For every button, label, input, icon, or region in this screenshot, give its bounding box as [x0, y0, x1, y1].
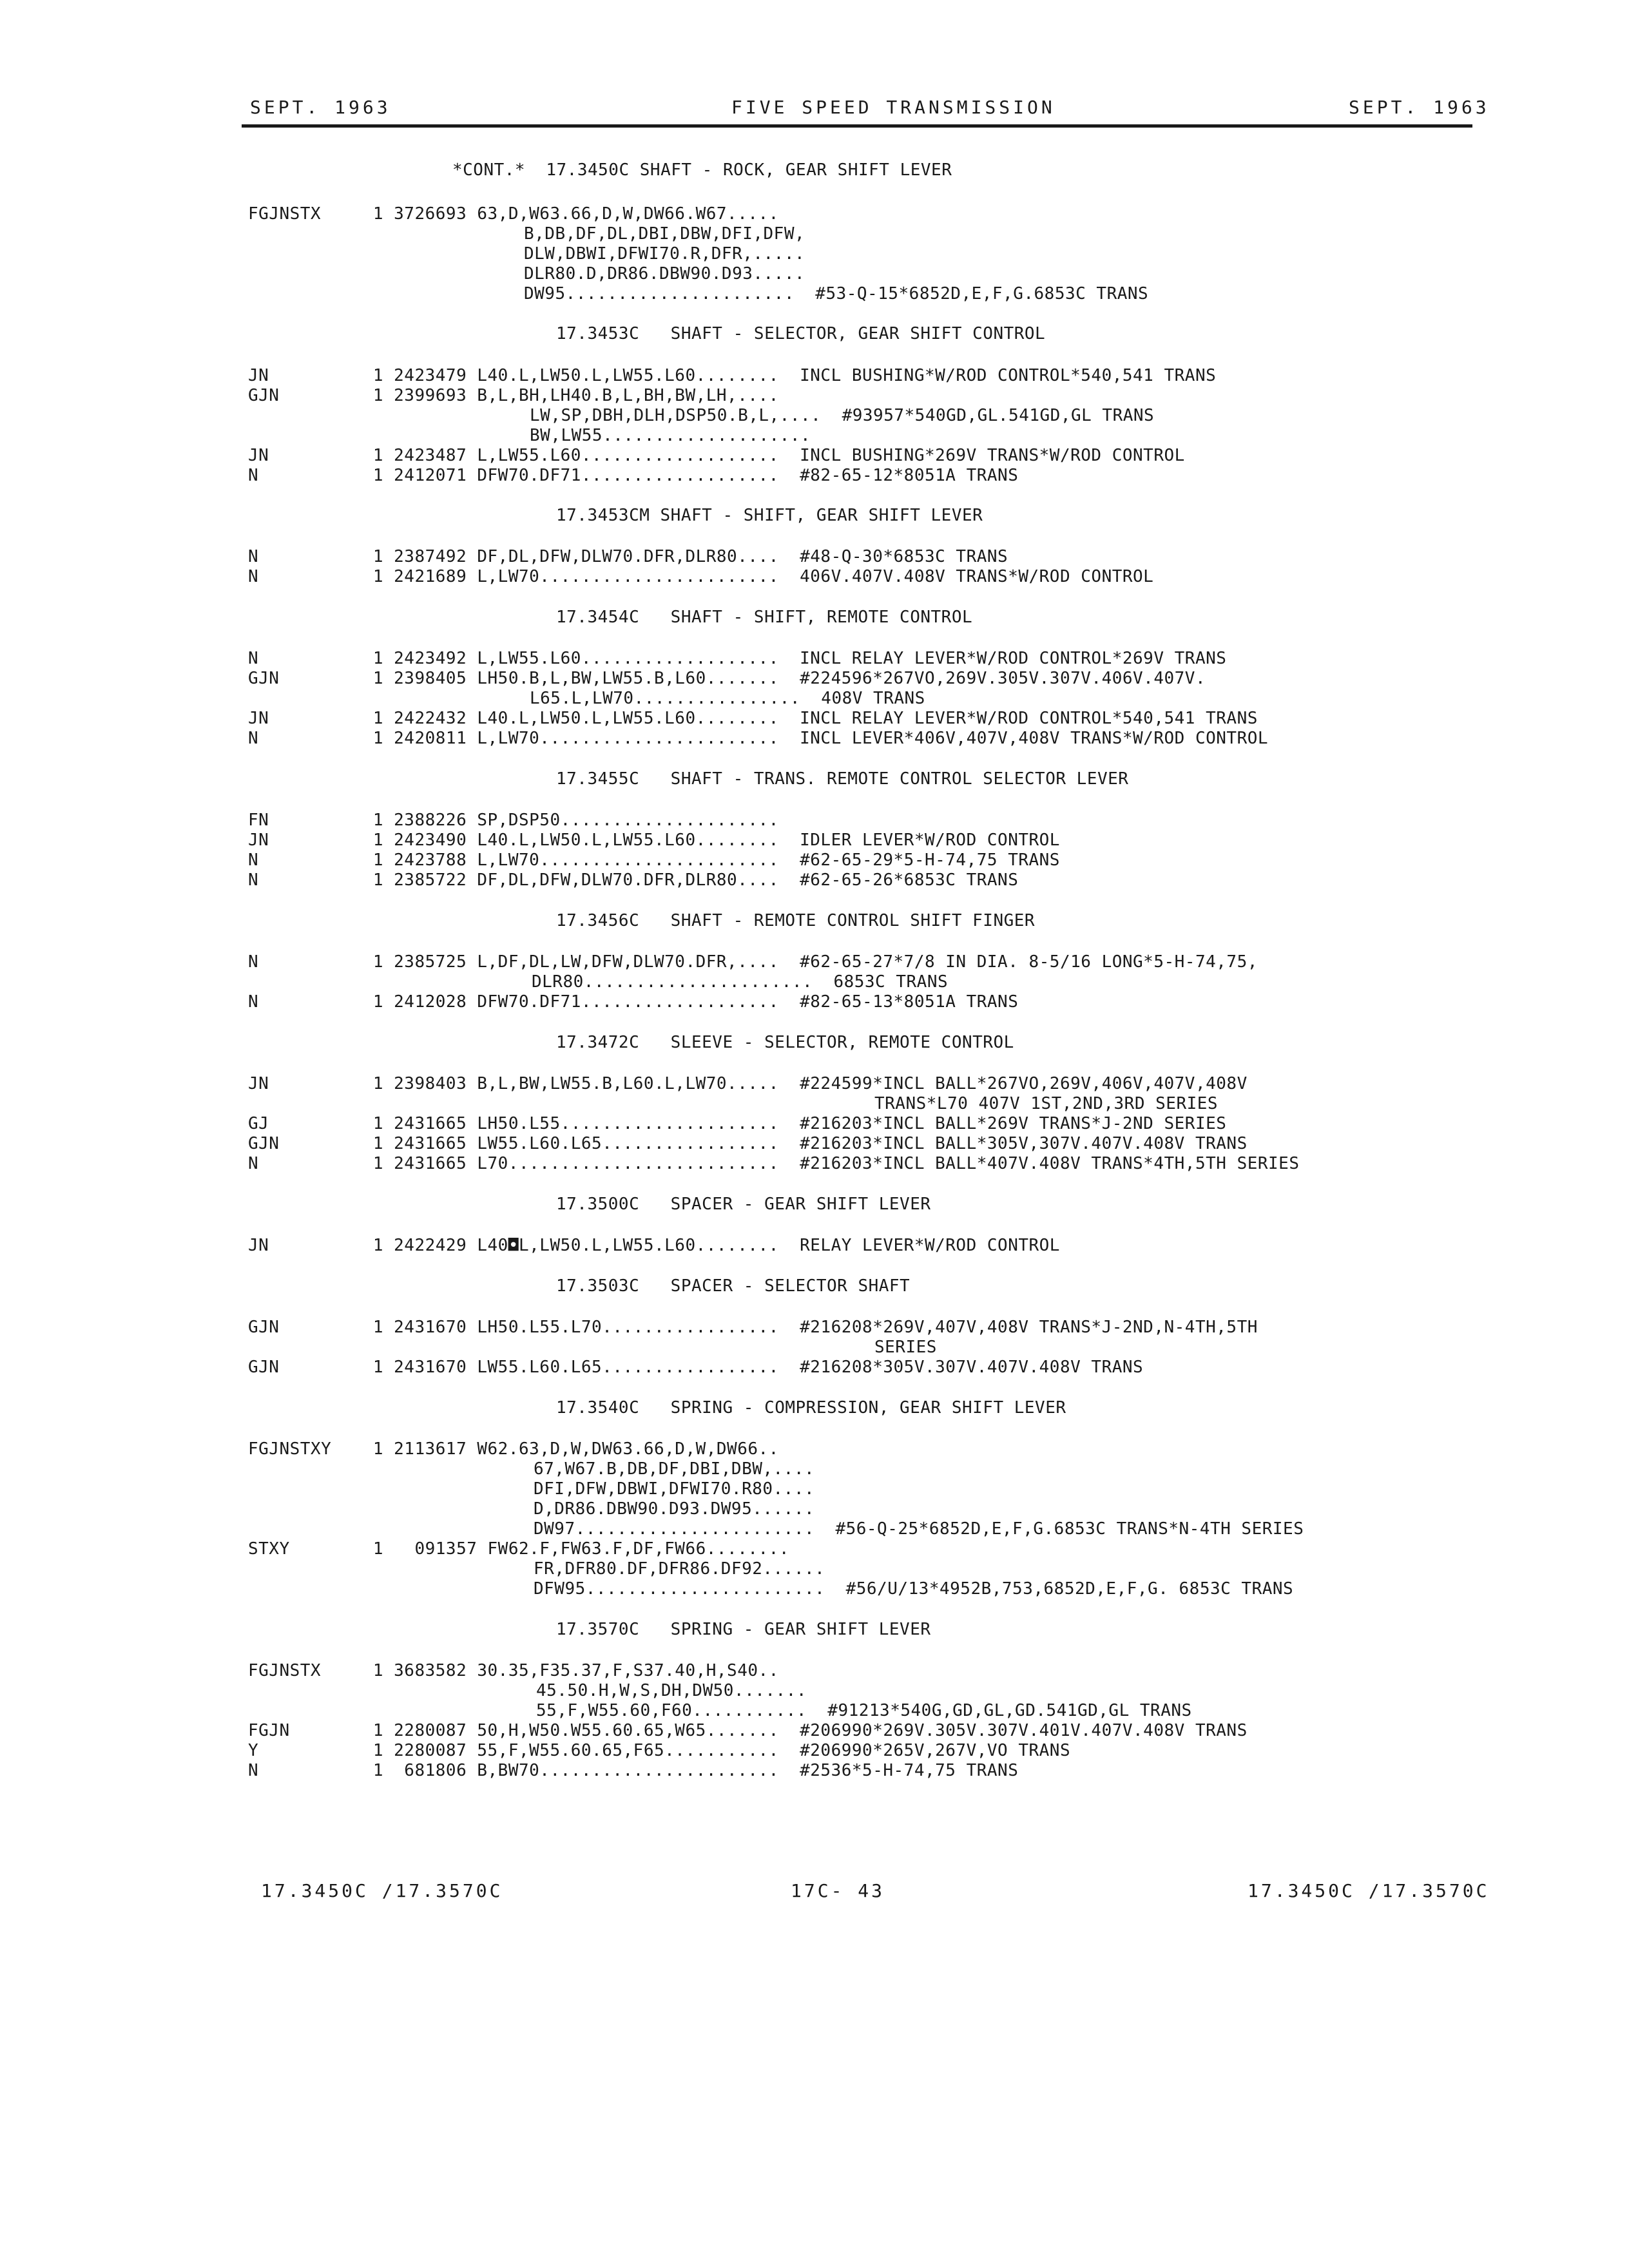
header-rule — [242, 124, 1472, 128]
part-row-continuation: DFI,DFW,DBWI,DFWI70.R80.... — [534, 1479, 815, 1499]
part-row: GJ 1 2431665 LH50.L55..................... #216203*INCL BALL*269V TRANS*J-2ND SERIES — [248, 1114, 1227, 1133]
part-row-continuation: TRANS*L70 407V 1ST,2ND,3RD SERIES — [874, 1094, 1219, 1113]
part-row-continuation: DLW,DBWI,DFWI70.R,DFR,..... — [524, 244, 805, 264]
part-row: FGJNSTXY 1 2113617 W62.63,D,W,DW63.66,D,W,DW66.. — [248, 1439, 779, 1459]
part-row: N 1 2423492 L,LW55.L60................... INCL RELAY LEVER*W/ROD CONTROL*269V TRANS — [248, 649, 1227, 668]
part-row: Y 1 2280087 55,F,W55.60.65,F65........... #206990*265V,267V,VO TRANS — [248, 1741, 1071, 1760]
part-row: STXY 1 091357 FW62.F,FW63.F,DF,FW66........ — [248, 1539, 789, 1559]
part-row: GJN 1 2431665 LW55.L60.L65................. #216203*INCL BALL*305V,307V.407V.408V TRANS — [248, 1134, 1248, 1153]
footer-range-left: 17.3450C /17.3570C — [261, 1880, 503, 1901]
section-heading: 17.3454C SHAFT - SHIFT, REMOTE CONTROL — [556, 608, 973, 627]
part-row-continuation: BW,LW55.................... — [530, 426, 811, 445]
part-row-continuation: DW97....................... #56-Q-25*6852D,E,F,G.6853C TRANS*N-4TH SERIES — [534, 1519, 1304, 1539]
section-heading: 17.3503C SPACER - SELECTOR SHAFT — [556, 1276, 911, 1296]
part-row-continuation: 45.50.H,W,S,DH,DW50....... — [536, 1681, 807, 1700]
part-row: N 1 2431665 L70.......................... #216203*INCL BALL*407V.408V TRANS*4TH,5TH SERIES — [248, 1154, 1300, 1173]
part-row: JN 1 2398403 B,L,BW,LW55.B,L60.L,LW70..... #224599*INCL BALL*267VO,269V,406V,407V,408V — [248, 1074, 1248, 1093]
section-heading: 17.3455C SHAFT - TRANS. REMOTE CONTROL SELECTOR LEVER — [556, 769, 1129, 789]
part-row: N 1 2385725 L,DF,DL,LW,DFW,DLW70.DFR,.... #62-65-27*7/8 IN DIA. 8-5/16 LONG*5-H-74,75, — [248, 952, 1258, 972]
section-heading: 17.3500C SPACER - GEAR SHIFT LEVER — [556, 1195, 931, 1214]
part-row: N 1 681806 B,BW70....................... #2536*5-H-74,75 TRANS — [248, 1761, 1019, 1780]
part-row: N 1 2421689 L,LW70....................... 406V.407V.408V TRANS*W/ROD CONTROL — [248, 567, 1154, 586]
part-row-continuation: 55,F,W55.60,F60........... #91213*540G,GD,GL,GD.541GD,GL TRANS — [536, 1701, 1192, 1720]
part-row: GJN 1 2431670 LH50.L55.L70................. #216208*269V,407V,408V TRANS*J-2ND,N-4TH,5TH — [248, 1318, 1258, 1337]
section-heading: *CONT.* 17.3450C SHAFT - ROCK, GEAR SHIFT LEVER — [452, 160, 952, 180]
part-row-continuation: LW,SP,DBH,DLH,DSP50.B,L,.... #93957*540GD,GL.541GD,GL TRANS — [530, 406, 1155, 425]
part-row-continuation: B,DB,DF,DL,DBI,DBW,DFI,DFW, — [524, 224, 805, 244]
part-row: N 1 2412028 DFW70.DF71................... #82-65-13*8051A TRANS — [248, 992, 1019, 1012]
section-heading: 17.3540C SPRING - COMPRESSION, GEAR SHIFT LEVER — [556, 1398, 1066, 1418]
section-heading: 17.3453C SHAFT - SELECTOR, GEAR SHIFT CONTROL — [556, 324, 1046, 343]
part-row: FN 1 2388226 SP,DSP50..................... — [248, 811, 779, 830]
part-row: GJN 1 2398405 LH50.B,L,BW,LW55.B,L60....... #224596*267VO,269V.305V.307V.406V.407V. — [248, 669, 1206, 688]
part-row: JN 1 2423479 L40.L,LW50.L,LW55.L60........ INCL BUSHING*W/ROD CONTROL*540,541 TRANS — [248, 366, 1217, 385]
header-title: FIVE SPEED TRANSMISSION — [731, 97, 1055, 118]
part-row-continuation: L65.L,LW70................ 408V TRANS — [530, 689, 925, 708]
header-date-right: SEPT. 1963 — [1349, 97, 1490, 118]
part-row: N 1 2423788 L,LW70....................... #62-65-29*5-H-74,75 TRANS — [248, 850, 1060, 870]
part-row: JN 1 2422429 L40◘L,LW50.L,LW55.L60........ RELAY LEVER*W/ROD CONTROL — [248, 1236, 1060, 1255]
part-row-continuation: DLR80.D,DR86.DBW90.D93..... — [524, 264, 805, 284]
part-row: N 1 2412071 DFW70.DF71................... #82-65-12*8051A TRANS — [248, 466, 1019, 485]
footer-range-right: 17.3450C /17.3570C — [1248, 1880, 1490, 1901]
part-row: JN 1 2422432 L40.L,LW50.L,LW55.L60........ INCL RELAY LEVER*W/ROD CONTROL*540,541 TRANS — [248, 709, 1258, 728]
part-row: GJN 1 2399693 B,L,BH,LH40.B,L,BH,BW,LH,.... — [248, 386, 779, 405]
part-row-continuation: DLR80...................... 6853C TRANS — [532, 972, 949, 992]
header-date-left: SEPT. 1963 — [250, 97, 391, 118]
part-row: JN 1 2423487 L,LW55.L60................... INCL BUSHING*269V TRANS*W/ROD CONTROL — [248, 446, 1185, 465]
footer-page-number: 17C- 43 — [791, 1880, 885, 1901]
part-row-continuation: DFW95....................... #56/U/13*4952B,753,6852D,E,F,G. 6853C TRANS — [534, 1579, 1294, 1599]
part-row-continuation: SERIES — [874, 1338, 937, 1357]
section-heading: 17.3570C SPRING - GEAR SHIFT LEVER — [556, 1620, 931, 1639]
part-row-continuation: DW95...................... #53-Q-15*6852D,E,F,G.6853C TRANS — [524, 284, 1149, 303]
part-row: N 1 2420811 L,LW70....................... INCL LEVER*406V,407V,408V TRANS*W/ROD CONTROL — [248, 729, 1269, 748]
part-row-continuation: FR,DFR80.DF,DFR86.DF92...... — [534, 1559, 825, 1579]
section-heading: 17.3456C SHAFT - REMOTE CONTROL SHIFT FINGER — [556, 911, 1036, 930]
part-row: FGJNSTX 1 3726693 63,D,W63.66,D,W,DW66.W67..... — [248, 204, 779, 224]
part-row: N 1 2387492 DF,DL,DFW,DLW70.DFR,DLR80.... #48-Q-30*6853C TRANS — [248, 547, 1008, 566]
section-heading: 17.3472C SLEEVE - SELECTOR, REMOTE CONTROL — [556, 1033, 1014, 1052]
section-heading: 17.3453CM SHAFT - SHIFT, GEAR SHIFT LEVER — [556, 506, 983, 525]
part-row-continuation: D,DR86.DBW90.D93.DW95...... — [534, 1499, 815, 1519]
part-row: N 1 2385722 DF,DL,DFW,DLW70.DFR,DLR80.... #62-65-26*6853C TRANS — [248, 870, 1019, 890]
part-row: FGJN 1 2280087 50,H,W50.W55.60.65,W65....... #206990*269V.305V.307V.401V.407V.408V TRANS — [248, 1721, 1248, 1740]
part-row: FGJNSTX 1 3683582 30.35,F35.37,F,S37.40,H,S40.. — [248, 1661, 779, 1680]
part-row: GJN 1 2431670 LW55.L60.L65................. #216208*305V.307V.407V.408V TRANS — [248, 1358, 1144, 1377]
part-row-continuation: 67,W67.B,DB,DF,DBI,DBW,.... — [534, 1459, 815, 1479]
part-row: JN 1 2423490 L40.L,LW50.L,LW55.L60........ IDLER LEVER*W/ROD CONTROL — [248, 831, 1060, 850]
